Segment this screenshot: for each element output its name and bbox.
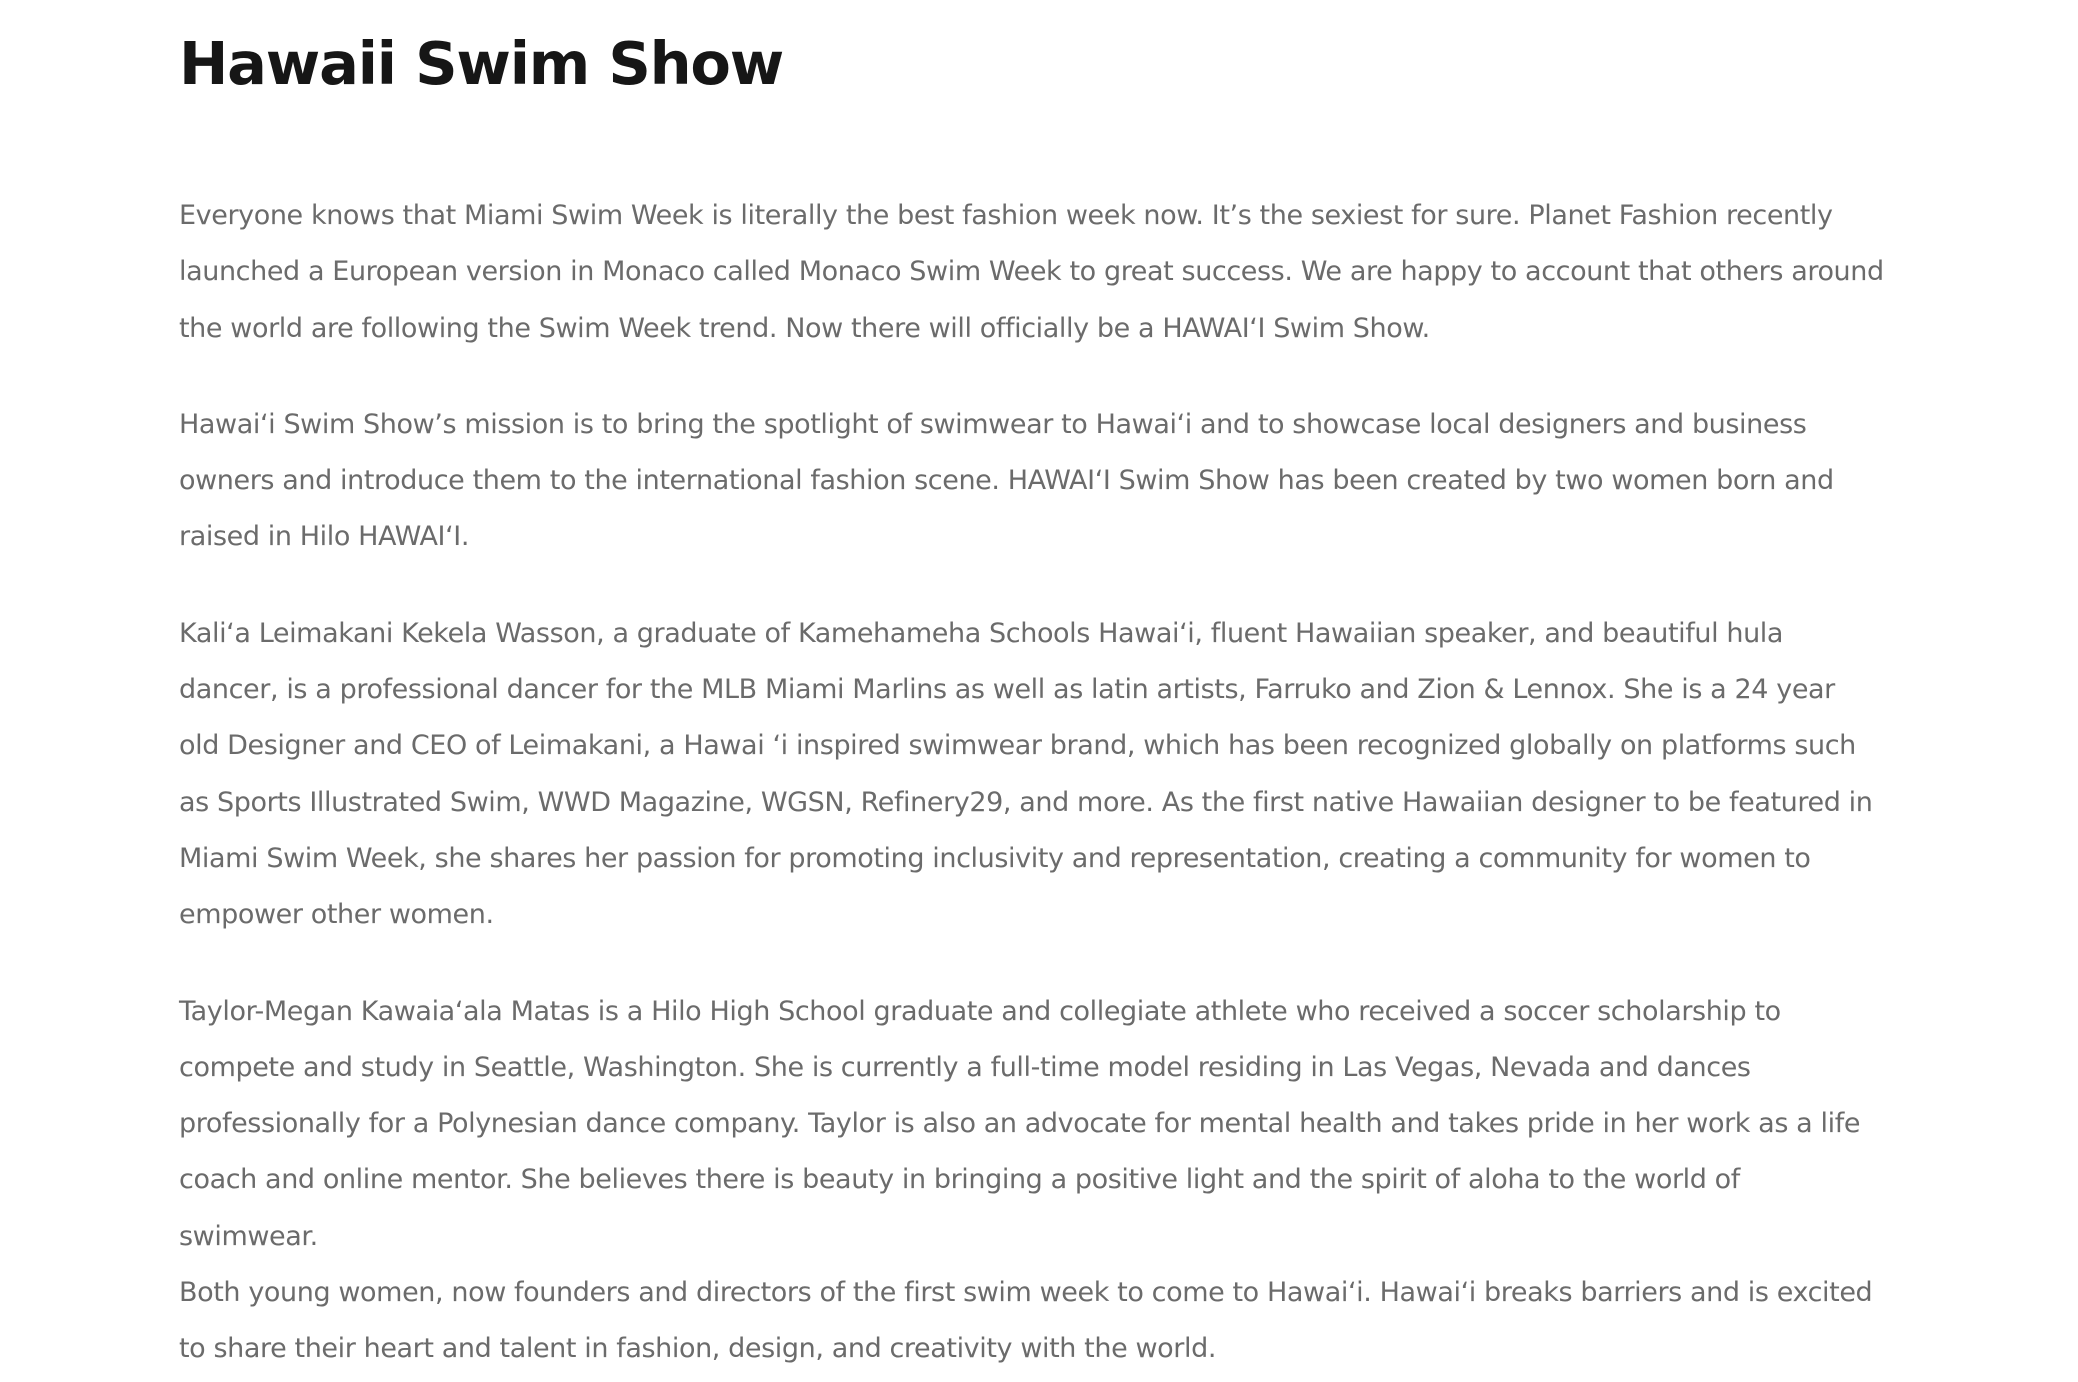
page-title: Hawaii Swim Show [179, 29, 784, 98]
article-body [179, 188, 1939, 1378]
closing-paragraph: Both young women, now founders and directors of the first swim week to come to Hawaiʻi. Hawaiʻi breaks barriers and is excited to share their heart and talent in fashion, design, and creativity with the world. [179, 1277, 1873, 1365]
founder-taylor-paragraph: Taylor-Megan Kawaiaʻala Matas is a Hilo High School graduate and collegiate athlete who received a soccer scholarship to compete and study in Seattle, Washington. She is currently a full-time model residing in Las Vegas, Nevada and dances professionally for a Polynesian dance company. Taylor is also an advocate for mental health and takes pride in her work as a life coach and online mentor. She believes there is beauty in bringing a positive light and the spirit of aloha to the world of swimwear. [179, 995, 1861, 1252]
founder-kalia-paragraph: Kaliʻa Leimakani Kekela Wasson, a graduate of Kamehameha Schools Hawaiʻi, fluent Hawaiian speaker, and beautiful hula dancer, is a professional dancer for the MLB Miami Marlins as well as latin artists, Farruko and Zion & Lennox. She is a 24 year old Designer and CEO of Leimakani, a Hawai ʻi inspired swimwear brand, which has been recognized globally on platforms such as Sports Illustrated Swim, WWD Magazine, WGSN, Refinery29, and more. As the first native Hawaiian designer to be featured in Miami Swim Week, she shares her passion for promoting inclusivity and representation, creating a community for women to empower other women. [179, 617, 1873, 931]
intro-paragraph: Everyone knows that Miami Swim Week is literally the best fashion week now. It’s the sexiest for sure. Planet Fashion recently launched a European version in Monaco called Monaco Swim Week to great success. We are happy to account that others around the world are following the Swim Week trend. Now there will officially be a HAWAIʻI Swim Show. [179, 200, 1884, 344]
article [179, 26, 1939, 1378]
mission-paragraph: Hawaiʻi Swim Show’s mission is to bring the spotlight of swimwear to Hawaiʻi and to showcase local designers and business owners and introduce them to the international fashion scene. HAWAIʻI Swim Show has been created by two women born and raised in Hilo HAWAIʻI. [179, 408, 1834, 553]
